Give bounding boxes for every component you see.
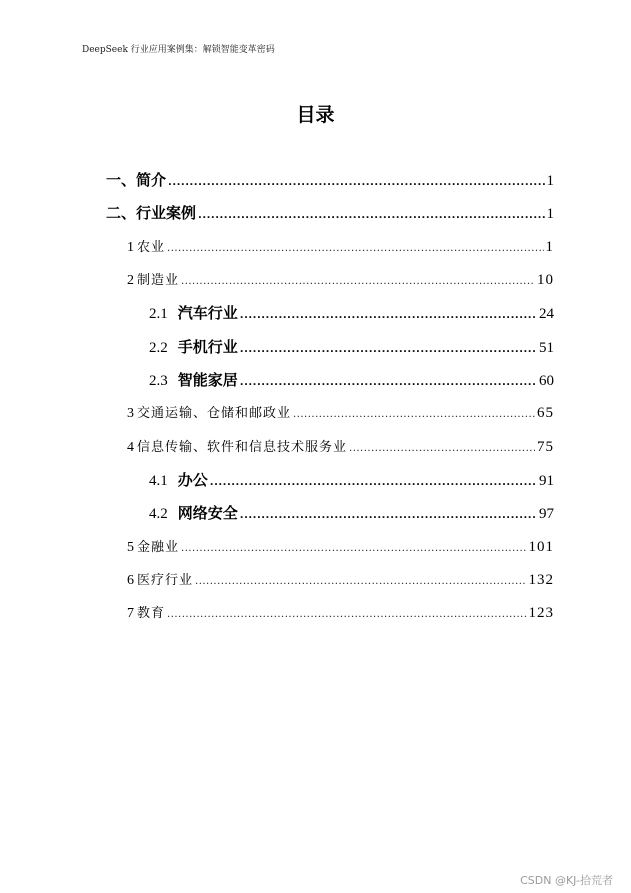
toc-entry-number: 7 xyxy=(127,606,134,621)
toc-entry-number: 2.1 xyxy=(149,306,168,322)
toc-entry-label: 智能家居 xyxy=(177,371,238,389)
toc-entry-page-number: 75 xyxy=(537,439,554,455)
toc-entry-label: 制造业 xyxy=(137,273,180,288)
toc-entry-number: 6 xyxy=(127,573,134,588)
toc-entry[interactable] xyxy=(149,368,554,392)
dot-leader xyxy=(167,603,526,627)
toc-entry-number: 4.2 xyxy=(149,506,168,522)
toc-entry[interactable] xyxy=(127,435,554,459)
toc-entry-label: 信息传输、软件和信息技术服务业 xyxy=(137,440,348,455)
toc-entry-label: 网络安全 xyxy=(177,504,238,522)
dot-leader xyxy=(181,270,535,294)
toc-entry-number: 2.2 xyxy=(149,340,168,356)
toc-entry-number: 5 xyxy=(127,540,134,555)
toc-entry-label: 二、行业案例 xyxy=(106,204,197,222)
toc-entry-page-number: 51 xyxy=(539,340,554,356)
toc-entry[interactable] xyxy=(127,401,554,425)
dot-leader xyxy=(198,204,544,228)
toc-entry[interactable] xyxy=(106,168,554,192)
toc-entry-label: 教育 xyxy=(137,606,166,621)
running-header: DeepSeek 行业应用案例集：解锁智能变革密码 xyxy=(82,45,275,55)
toc-entry-label: 办公 xyxy=(177,471,208,489)
toc-entry-label: 手机行业 xyxy=(177,338,238,356)
dot-leader xyxy=(240,338,537,362)
watermark: CSDN @KJ-拾荒者 xyxy=(520,874,613,887)
toc-entry[interactable] xyxy=(149,301,554,325)
toc-entry-page-number: 24 xyxy=(539,306,554,322)
toc-entry[interactable] xyxy=(127,235,554,259)
toc-entry-number: 3 xyxy=(127,406,134,421)
dot-leader xyxy=(240,371,537,395)
toc-entry-page-number: 97 xyxy=(539,506,554,522)
toc-entry-label: 交通运输、仓储和邮政业 xyxy=(137,406,292,421)
dot-leader xyxy=(195,570,526,594)
toc-entry-number: 4.1 xyxy=(149,473,168,489)
toc-title: 目录 xyxy=(296,104,335,126)
toc-entry-page-number: 1 xyxy=(545,239,554,255)
toc-entry-page-number: 1 xyxy=(546,206,554,222)
toc-entry[interactable] xyxy=(127,568,554,592)
toc-entry[interactable] xyxy=(127,601,554,625)
toc-entry-number: 1 xyxy=(127,240,134,255)
toc-entry-number: 2.3 xyxy=(149,373,168,389)
toc-entry-page-number: 60 xyxy=(539,373,554,389)
toc-entry-page-number: 132 xyxy=(528,572,554,588)
dot-leader xyxy=(181,537,526,561)
toc-entry-label: 农业 xyxy=(137,240,166,255)
dot-leader xyxy=(349,437,535,461)
toc-entry[interactable] xyxy=(149,335,554,359)
toc-entry-page-number: 65 xyxy=(537,405,554,421)
dot-leader xyxy=(168,171,544,195)
toc-entry[interactable] xyxy=(127,535,554,559)
toc-entry-label: 一、简介 xyxy=(106,171,167,189)
toc-entry[interactable] xyxy=(149,468,554,492)
toc-entry-page-number: 101 xyxy=(528,539,554,555)
toc-entry-page-number: 1 xyxy=(546,173,554,189)
toc-entry-page-number: 123 xyxy=(528,605,554,621)
toc-entry-number: 2 xyxy=(127,273,134,288)
toc-entry-label: 医疗行业 xyxy=(137,573,194,588)
dot-leader xyxy=(210,471,537,495)
toc-entry[interactable] xyxy=(106,201,554,225)
toc-entry-label: 金融业 xyxy=(137,540,180,555)
dot-leader xyxy=(293,403,535,427)
toc-entry-label: 汽车行业 xyxy=(177,304,238,322)
toc-entry-number: 4 xyxy=(127,440,134,455)
dot-leader xyxy=(167,237,543,261)
dot-leader xyxy=(240,304,537,328)
toc-entry[interactable] xyxy=(149,501,554,525)
toc-entry-page-number: 91 xyxy=(539,473,554,489)
toc-entry-page-number: 10 xyxy=(537,272,554,288)
toc-entry[interactable] xyxy=(127,268,554,292)
dot-leader xyxy=(240,504,537,528)
